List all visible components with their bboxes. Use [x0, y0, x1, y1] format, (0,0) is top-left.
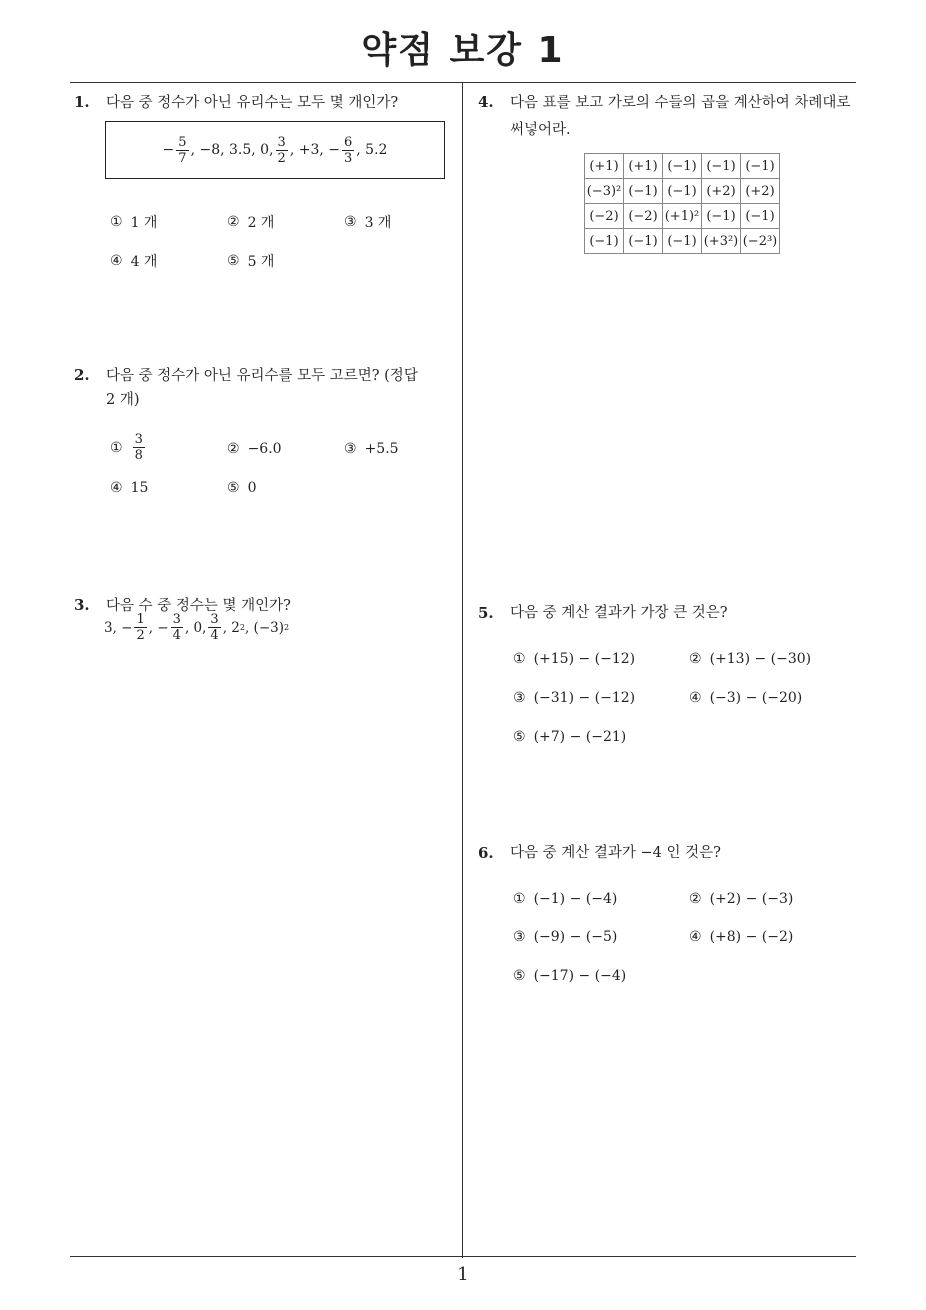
table-cell: (−2)	[585, 204, 624, 229]
fraction: $\frac{3}{4}$	[172, 612, 181, 643]
option-2[interactable]: ② −6.0	[227, 441, 282, 457]
table-cell: (−3)²	[585, 179, 624, 204]
table-cell: (+3²)	[702, 229, 741, 254]
question-text: 다음 중 정수가 아닌 유리수는 모두 몇 개인가?	[106, 95, 399, 111]
option-4[interactable]: ④ (+8) − (−2)	[689, 929, 794, 945]
table-cell: (+1)	[585, 154, 624, 179]
fraction: $\frac{6}{3}$	[343, 134, 353, 166]
top-rule	[70, 82, 856, 83]
table-row	[585, 229, 780, 254]
option-4[interactable]: ④ 15	[110, 480, 149, 496]
table-row	[585, 179, 780, 204]
column-divider	[462, 82, 463, 1258]
option-3[interactable]: ③ +5.5	[344, 441, 399, 457]
fraction: $\frac{5}{7}$	[178, 134, 187, 166]
option-1[interactable]: ① $\frac{3}{8}$	[110, 432, 143, 463]
table-cell: (−1)	[663, 179, 702, 204]
table-cell: (+2)	[741, 179, 780, 204]
option-2[interactable]: ② (+13) − (−30)	[689, 651, 812, 667]
question-text: 다음 수 중 정수는 몇 개인가?	[106, 598, 291, 614]
table-cell: (−1)	[663, 229, 702, 254]
table-cell: (−1)	[741, 204, 780, 229]
table-cell: (−1)	[702, 154, 741, 179]
question-text-cont: 2 개)	[106, 392, 140, 408]
number-table	[584, 153, 780, 254]
option-2[interactable]: ② 2 개	[227, 214, 275, 231]
question-number: 2.	[74, 366, 90, 384]
question-text: 다음 중 계산 결과가 −4 인 것은?	[510, 845, 721, 861]
bottom-rule	[70, 1256, 856, 1257]
option-4[interactable]: ④ 4 개	[110, 253, 158, 270]
fraction: $\frac{3}{8}$	[134, 432, 143, 463]
option-5[interactable]: ⑤ 5 개	[227, 253, 275, 270]
table-cell: (−1)	[663, 154, 702, 179]
question-text: 다음 표를 보고 가로의 수들의 곱을 계산하여 차례대로	[510, 95, 851, 111]
question-text: 다음 중 정수가 아닌 유리수를 모두 고르면? (정답	[106, 368, 418, 384]
page-title: 약점 보강 1	[361, 30, 565, 71]
question-number: 1.	[74, 93, 90, 111]
question-number: 4.	[478, 93, 494, 111]
table-cell: (−1)	[741, 154, 780, 179]
number-list: 3, − $\frac{1}{2}$ , − $\frac{3}{4}$ , 0, $\frac{3}{4}$ , 2 2 , (−3) 2	[104, 612, 290, 643]
table-cell: (−1)	[624, 179, 663, 204]
option-1[interactable]: ① (−1) − (−4)	[513, 891, 618, 907]
option-3[interactable]: ③ (−31) − (−12)	[513, 690, 636, 706]
question-text: 다음 중 계산 결과가 가장 큰 것은?	[510, 605, 728, 621]
table-cell: (−1)	[624, 229, 663, 254]
table-cell: (+2)	[702, 179, 741, 204]
option-5[interactable]: ⑤ (+7) − (−21)	[513, 729, 627, 745]
fraction: $\frac{3}{4}$	[210, 612, 219, 643]
question-number: 3.	[74, 596, 90, 614]
option-1[interactable]: ① 1 개	[110, 214, 158, 231]
option-3[interactable]: ③ (−9) − (−5)	[513, 929, 618, 945]
table-cell: (−1)	[585, 229, 624, 254]
fraction: $\frac{3}{2}$	[277, 134, 286, 166]
option-3[interactable]: ③ 3 개	[344, 214, 392, 231]
table-cell: (+1)²	[663, 204, 702, 229]
table-cell: (+1)	[624, 154, 663, 179]
option-2[interactable]: ② (+2) − (−3)	[689, 891, 794, 907]
number-box: − $\frac{5}{7}$ , −8, 3.5, 0, $\frac{3}{2}$ , +3, − $\frac{6}{3}$ , 5.2	[105, 121, 445, 179]
page-number: 1	[457, 1264, 469, 1285]
fraction: $\frac{1}{2}$	[136, 612, 145, 643]
option-5[interactable]: ⑤ 0	[227, 480, 257, 496]
table-row	[585, 204, 780, 229]
table-cell: (−1)	[702, 204, 741, 229]
table-row	[585, 154, 780, 179]
option-5[interactable]: ⑤ (−17) − (−4)	[513, 968, 627, 984]
question-number: 6.	[478, 844, 494, 862]
table-cell: (−2)	[624, 204, 663, 229]
option-4[interactable]: ④ (−3) − (−20)	[689, 690, 803, 706]
table-cell: (−2³)	[741, 229, 780, 254]
question-text-cont: 써넣어라.	[510, 122, 571, 138]
option-1[interactable]: ① (+15) − (−12)	[513, 651, 636, 667]
question-number: 5.	[478, 604, 494, 622]
